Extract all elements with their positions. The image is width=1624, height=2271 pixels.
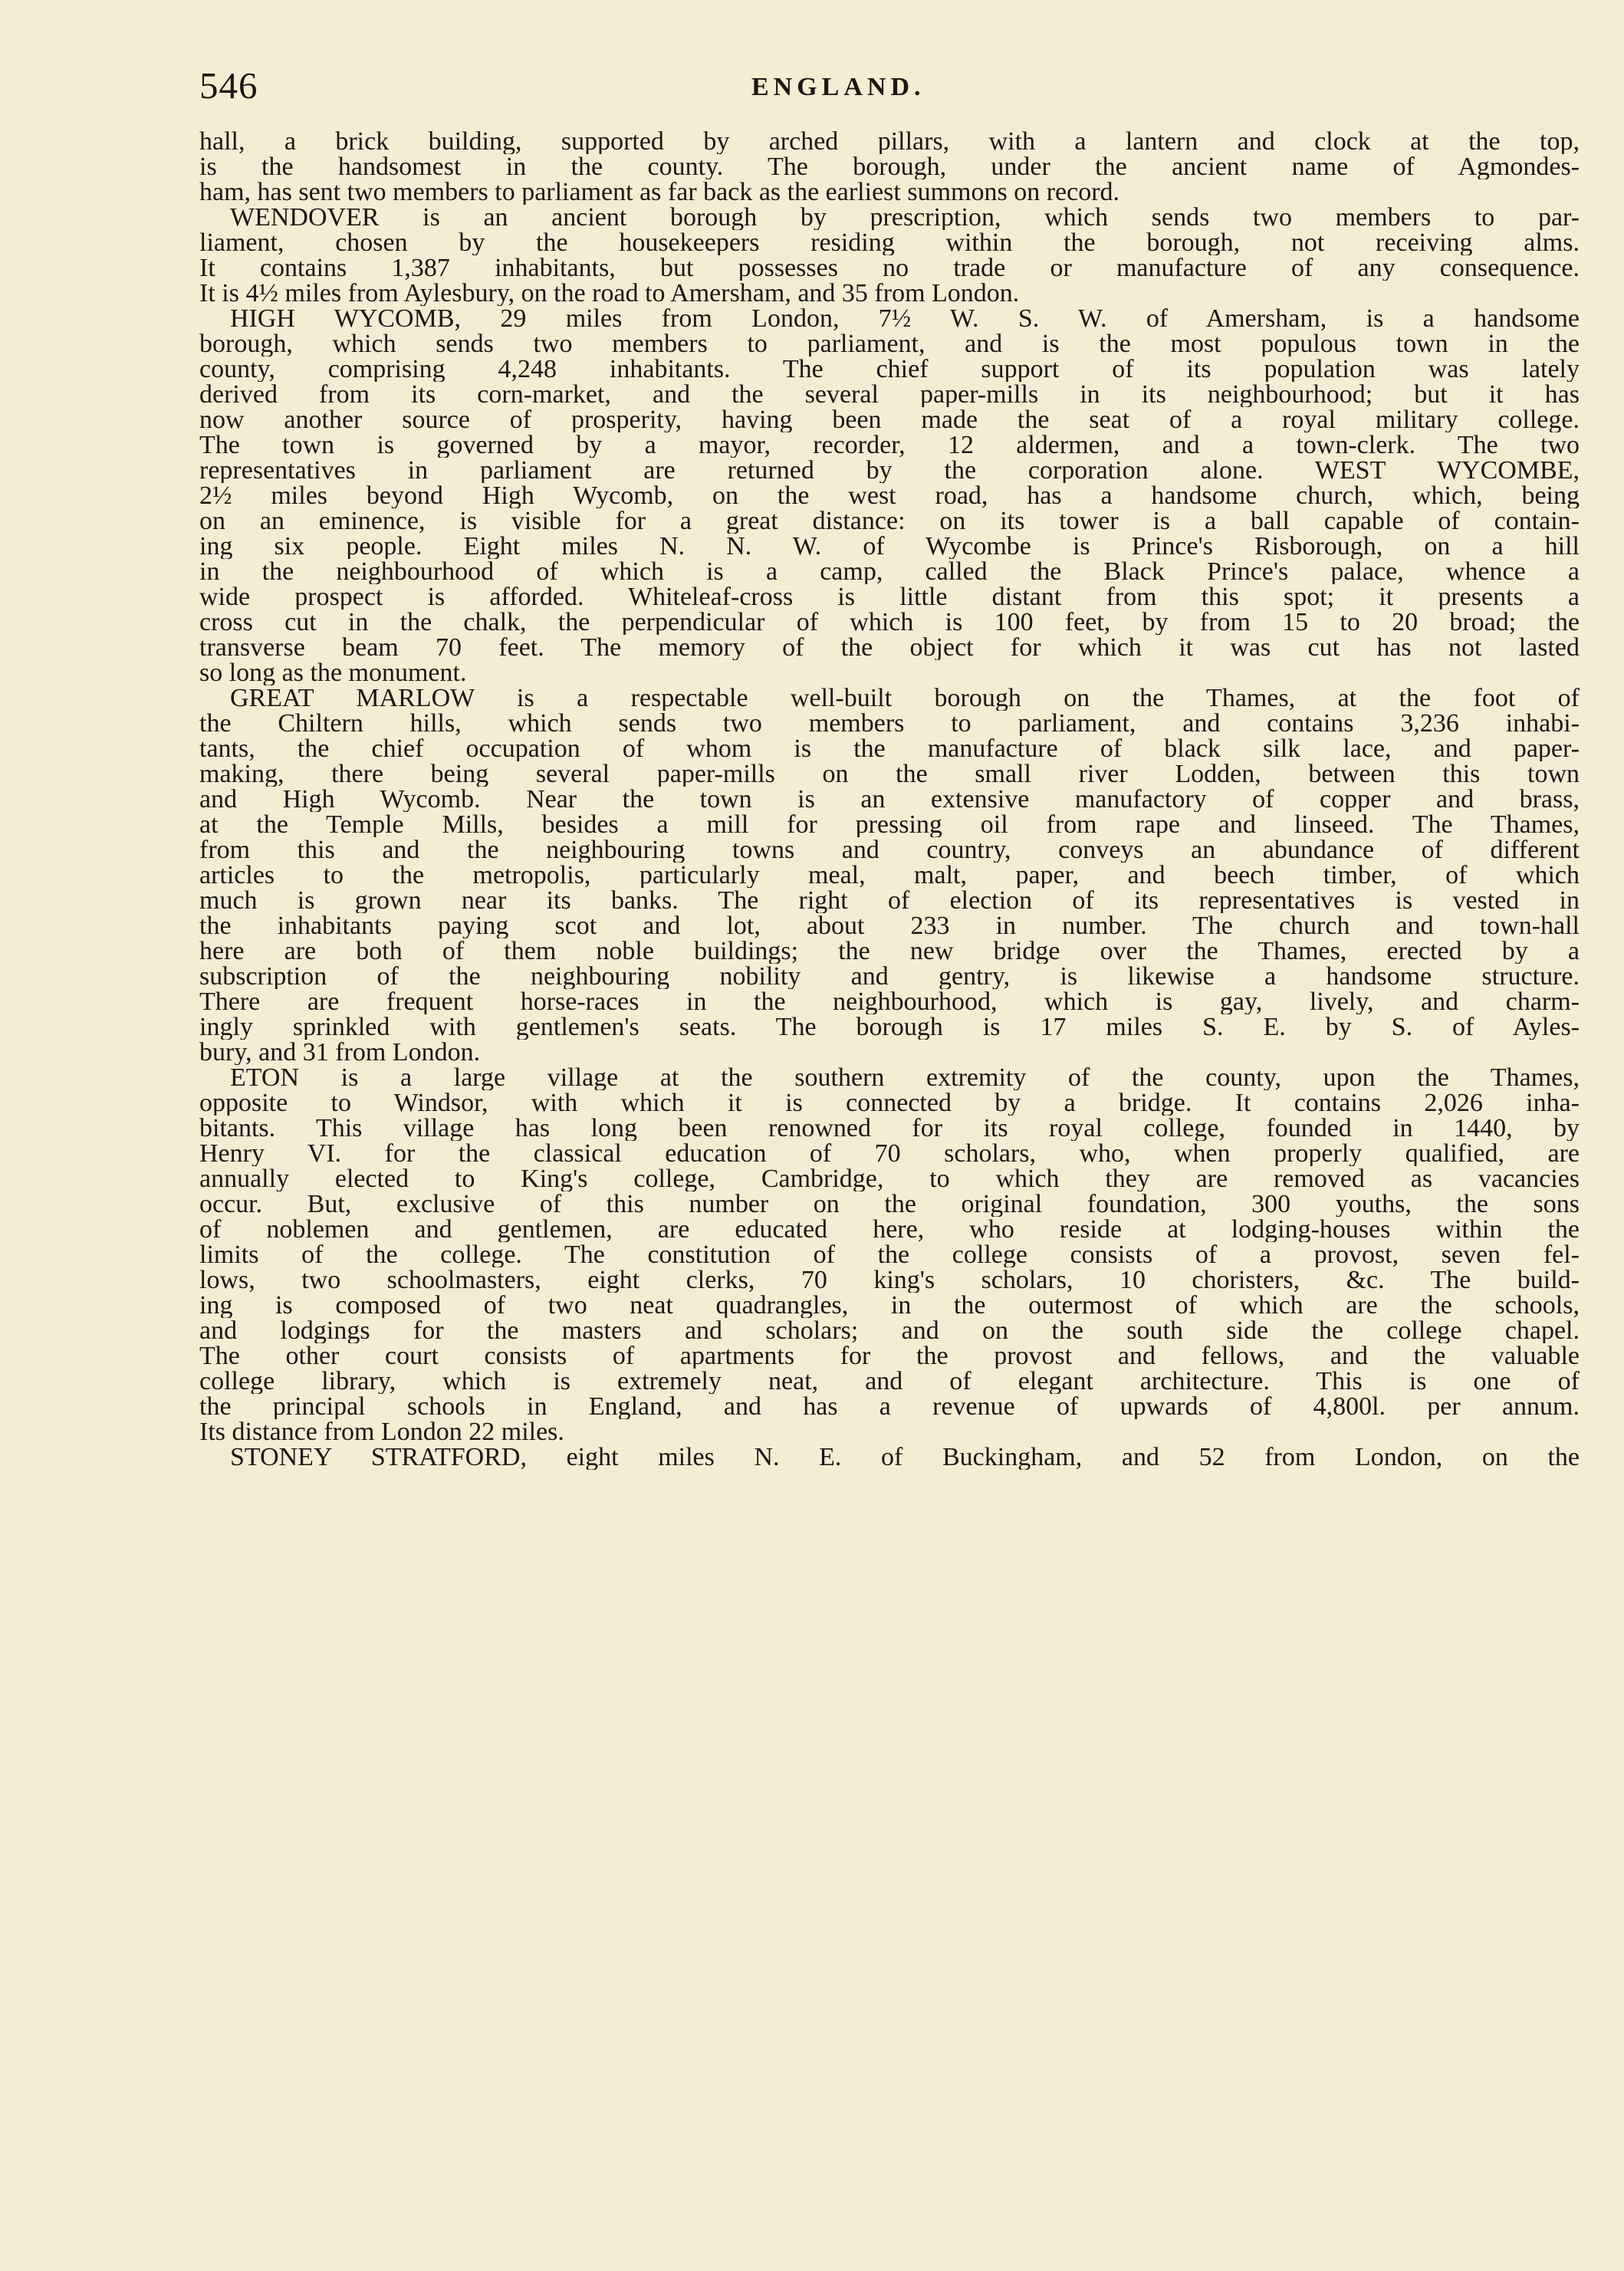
text-line: ing six people. Eight miles N. N. W. of Wycombe is Prince's Risborough, on a hill <box>199 534 1580 559</box>
text-line: occur. But, exclusive of this number on the original foundation, 300 youths, the sons <box>199 1191 1580 1217</box>
text-line: and High Wycomb. Near the town is an extensive manufactory of copper and brass, <box>199 787 1580 812</box>
text-line: in the neighbourhood of which is a camp, called the Black Prince's palace, whence a <box>199 559 1580 584</box>
body-text <box>199 129 1580 1470</box>
text-line: county, comprising 4,248 inhabitants. The chief support of its population was lately <box>199 357 1580 382</box>
text-line: It contains 1,387 inhabitants, but possesses no trade or manufacture of any consequence. <box>199 255 1580 281</box>
text-line: The town is governed by a mayor, recorder, 12 aldermen, and a town-clerk. The two <box>199 432 1580 458</box>
text-line: cross cut in the chalk, the perpendicular of which is 100 feet, by from 15 to 20 broad; the <box>199 610 1580 635</box>
text-line: WENDOVER is an ancient borough by prescription, which sends two members to par- <box>230 205 1580 230</box>
page-number: 546 <box>199 64 258 107</box>
text-line: It is 4½ miles from Aylesbury, on the road to Amersham, and 35 from London. <box>199 281 1020 306</box>
text-line: bury, and 31 from London. <box>199 1040 481 1065</box>
text-line: liament, chosen by the housekeepers residing within the borough, not receiving alms. <box>199 230 1580 255</box>
text-line: the principal schools in England, and has a revenue of upwards of 4,800l. per annum. <box>199 1394 1580 1419</box>
text-line: ham, has sent two members to parliament as far back as the earliest summons on record. <box>199 179 1120 205</box>
running-head: ENGLAND. <box>751 73 925 101</box>
text-line: the inhabitants paying scot and lot, about 233 in number. The church and town-hall <box>199 913 1580 938</box>
text-line: Its distance from London 22 miles. <box>199 1419 564 1444</box>
text-line: lows, two schoolmasters, eight clerks, 70 king's scholars, 10 choristers, &c. The build- <box>199 1267 1580 1293</box>
text-line: the Chiltern hills, which sends two members to parliament, and contains 3,236 inhabi- <box>199 711 1580 736</box>
text-line: is the handsomest in the county. The borough, under the ancient name of Agmondes- <box>199 154 1580 179</box>
page-header <box>199 66 1580 112</box>
text-line: The other court consists of apartments for the provost and fellows, and the valuable <box>199 1343 1580 1369</box>
text-line: hall, a brick building, supported by arched pillars, with a lantern and clock at the top, <box>199 129 1580 154</box>
text-line: and lodgings for the masters and scholars; and on the south side the college chapel. <box>199 1318 1580 1343</box>
text-line: college library, which is extremely neat, and of elegant architecture. This is one of <box>199 1369 1580 1394</box>
text-line: opposite to Windsor, with which it is connected by a bridge. It contains 2,026 inha- <box>199 1090 1580 1116</box>
text-line: much is grown near its banks. The right of election of its representatives is vested in <box>199 888 1580 913</box>
text-line: at the Temple Mills, besides a mill for pressing oil from rape and linseed. The Thames, <box>199 812 1580 837</box>
text-line: There are frequent horse-races in the neighbourhood, which is gay, lively, and charm- <box>199 989 1580 1014</box>
text-line: representatives in parliament are returned by the corporation alone. WEST WYCOMBE, <box>199 458 1580 483</box>
text-line: wide prospect is afforded. Whiteleaf-cross is little distant from this spot; it presents a <box>199 584 1580 610</box>
text-line: HIGH WYCOMB, 29 miles from London, 7½ W. S. W. of Amersham, is a handsome <box>230 306 1580 331</box>
text-line: annually elected to King's college, Cambridge, to which they are removed as vacancies <box>199 1166 1580 1191</box>
text-line: articles to the metropolis, particularly meal, malt, paper, and beech timber, of which <box>199 863 1580 888</box>
text-line: 2½ miles beyond High Wycomb, on the west road, has a handsome church, which, being <box>199 483 1580 508</box>
text-line: bitants. This village has long been renowned for its royal college, founded in 1440, by <box>199 1116 1580 1141</box>
text-line: ingly sprinkled with gentlemen's seats. The borough is 17 miles S. E. by S. of Ayles- <box>199 1014 1580 1040</box>
text-line: here are both of them noble buildings; the new bridge over the Thames, erected by a <box>199 938 1580 964</box>
text-line: STONEY STRATFORD, eight miles N. E. of Buckingham, and 52 from London, on the <box>230 1444 1580 1470</box>
text-line: tants, the chief occupation of whom is the manufacture of black silk lace, and paper- <box>199 736 1580 761</box>
text-line: transverse beam 70 feet. The memory of the object for which it was cut has not lasted <box>199 635 1580 660</box>
text-line: GREAT MARLOW is a respectable well-built borough on the Thames, at the foot of <box>230 685 1580 711</box>
text-line: of noblemen and gentlemen, are educated here, who reside at lodging-houses within the <box>199 1217 1580 1242</box>
text-line: ing is composed of two neat quadrangles, in the outermost of which are the schools, <box>199 1293 1580 1318</box>
text-line: limits of the college. The constitution of the college consists of a provost, seven fel- <box>199 1242 1580 1267</box>
text-line: ETON is a large village at the southern extremity of the county, upon the Thames, <box>230 1065 1580 1090</box>
text-line: now another source of prosperity, having been made the seat of a royal military college. <box>199 407 1580 432</box>
text-line: making, there being several paper-mills on the small river Lodden, between this town <box>199 761 1580 787</box>
text-line: Henry VI. for the classical education of 70 scholars, who, when properly qualified, are <box>199 1141 1580 1166</box>
text-line: so long as the monument. <box>199 660 467 685</box>
text-line: borough, which sends two members to parliament, and is the most populous town in the <box>199 331 1580 357</box>
text-line: derived from its corn-market, and the several paper-mills in its neighbourhood; but it has <box>199 382 1580 407</box>
text-line: on an eminence, is visible for a great distance: on its tower is a ball capable of contain- <box>199 508 1580 534</box>
text-line: from this and the neighbouring towns and country, conveys an abundance of different <box>199 837 1580 863</box>
text-line: subscription of the neighbouring nobility and gentry, is likewise a handsome structure. <box>199 964 1580 989</box>
